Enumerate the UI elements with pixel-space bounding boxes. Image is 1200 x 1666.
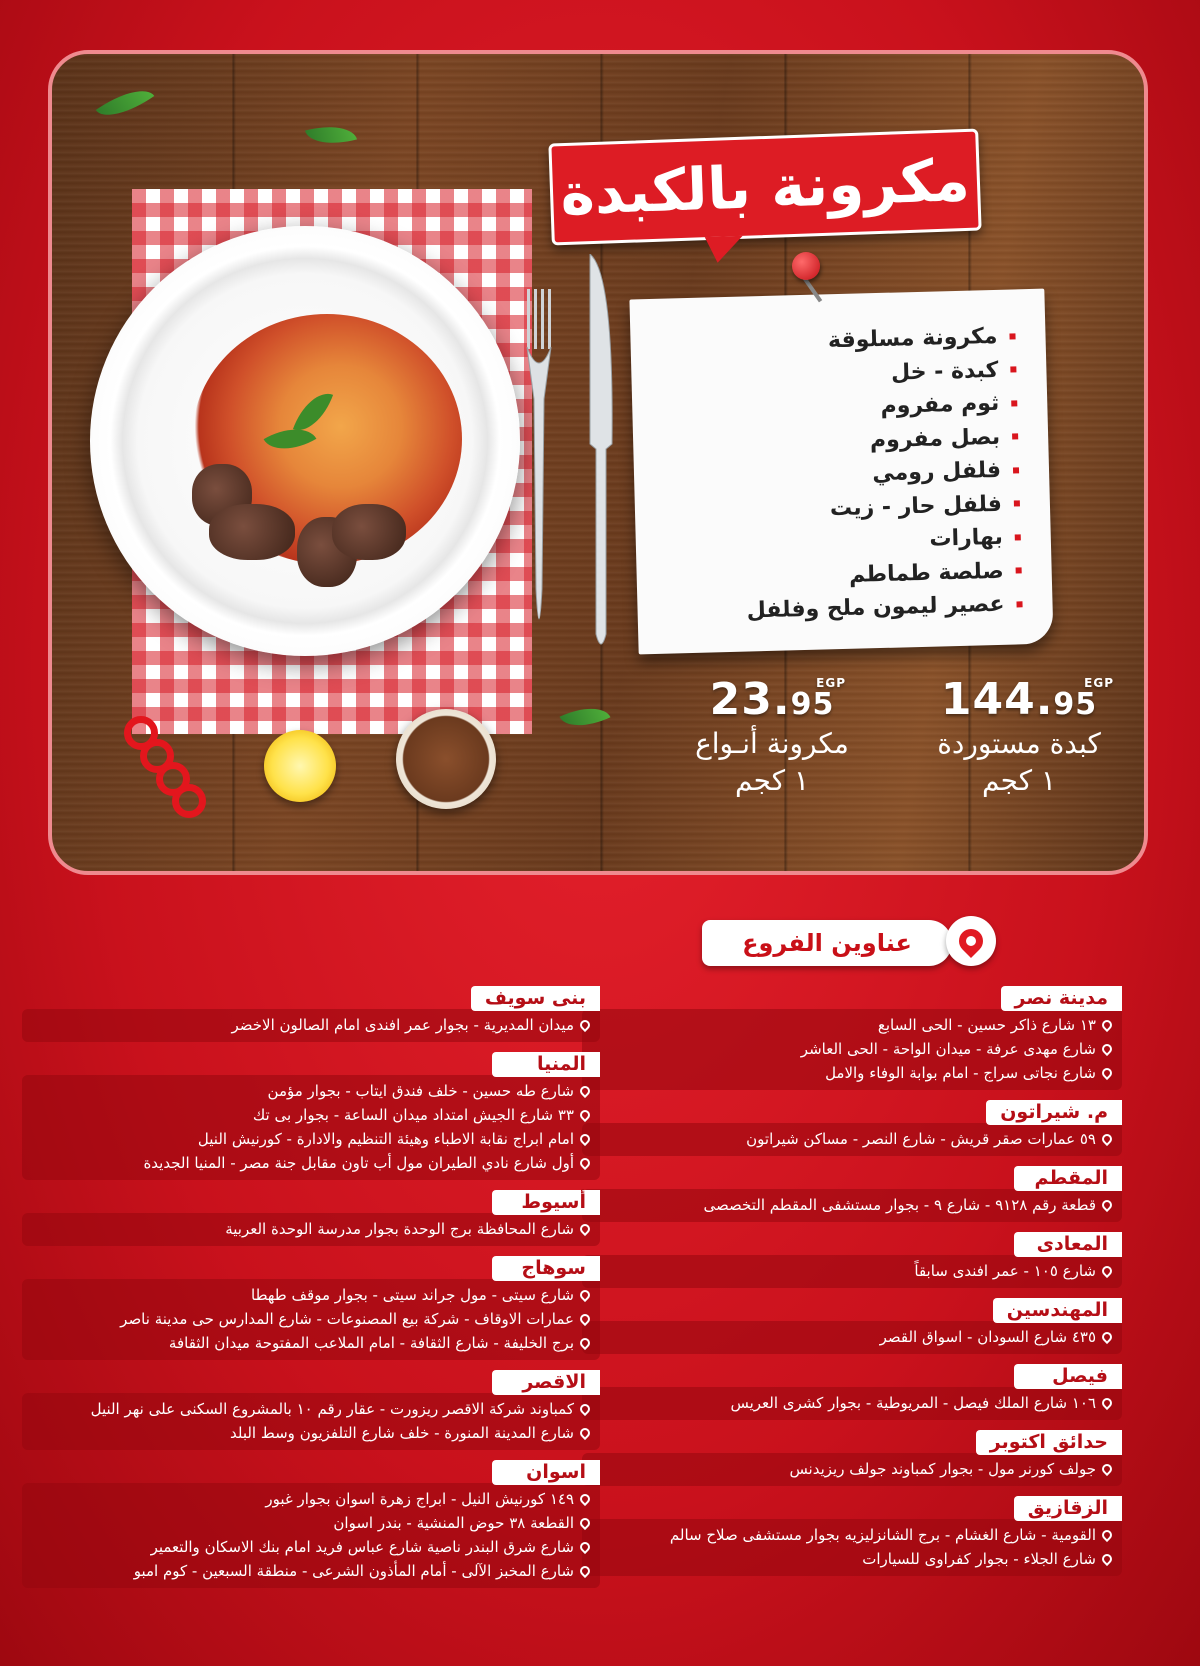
branch-group — [582, 1430, 1122, 1486]
location-icon — [1100, 1462, 1114, 1476]
knife-icon — [584, 254, 618, 652]
branch-address: شارع سيتى - مول جراند سيتى - بجوار موقف طهطا — [40, 1283, 590, 1307]
basil-leaf-decoration — [305, 118, 357, 152]
price-value: 23.95 EGP — [709, 674, 846, 725]
bullet-icon — [1016, 568, 1022, 574]
ingredient-item: فلفل حار - زيت — [744, 487, 1021, 528]
branch-group — [22, 1190, 600, 1246]
location-icon — [1100, 1066, 1114, 1080]
branch-address: ٥٩ عمارات صقر قريش - شارع النصر - مساكن شيراتون — [600, 1127, 1112, 1151]
location-icon — [1100, 1330, 1114, 1344]
branch-group — [582, 1496, 1122, 1576]
branch-address: شارع الجلاء - بجوار كفراوى للسيارات — [600, 1547, 1112, 1571]
branch-address: أول شارع نادي الطيران مول أب تاون مقابل جنة مصر - المنيا الجديدة — [40, 1151, 590, 1175]
bullet-icon — [1012, 434, 1018, 440]
ingredient-item: صلصة طماطم — [745, 554, 1022, 595]
location-icon — [578, 1108, 592, 1122]
liver-piece — [332, 504, 406, 560]
branch-city: م. شيراتون — [986, 1100, 1122, 1125]
branch-group — [22, 1256, 600, 1360]
branch-group — [582, 986, 1122, 1090]
location-icon — [578, 1312, 592, 1326]
branches-header — [702, 912, 992, 976]
branch-address: ميدان المديرية - بجوار عمر افندى امام الصالون الاخضر — [40, 1013, 590, 1037]
bullet-icon — [1016, 601, 1022, 607]
branch-address: ٣٣ شارع الجيش امتداد ميدان الساعة - بجوار بى تك — [40, 1103, 590, 1127]
branches-title: عناوين الفروع — [702, 920, 952, 966]
branch-address: شارع نجاتى سراج - امام بوابة الوفاء والامل — [600, 1061, 1112, 1085]
branch-city: اسوان — [492, 1460, 600, 1485]
ingredient-item: عصير ليمون ملح وفلفل — [746, 587, 1023, 628]
branch-city: المقطم — [1014, 1166, 1122, 1191]
location-icon — [1100, 1264, 1114, 1278]
fork-icon — [526, 289, 552, 649]
red-pepper-ring — [172, 784, 206, 818]
branch-address: شارع شرق البندر ناصية شارع عباس فريد امام بنك الاسكان والتعمير — [40, 1535, 590, 1559]
branch-address: شارع المحافظة برج الوحدة بجوار مدرسة الوحدة العربية — [40, 1217, 590, 1241]
location-icon — [578, 1402, 592, 1416]
branch-group — [22, 1370, 600, 1450]
branch-address: شارع مهدى عرفة - ميدان الواحة - الحى العاشر — [600, 1037, 1112, 1061]
branch-city: الزقازيق — [1014, 1496, 1122, 1521]
bullet-icon — [1013, 467, 1019, 473]
branch-city: المنيا — [492, 1052, 600, 1077]
branch-address: شارع طه حسين - خلف فندق ايتاب - بجوار مؤمن — [40, 1079, 590, 1103]
location-icon — [578, 1132, 592, 1146]
currency-label: EGP — [816, 676, 846, 690]
spice-bowl — [396, 709, 496, 809]
location-icon — [578, 1156, 592, 1170]
branch-address: قطعة رقم ٩١٢٨ - شارع ٩ - بجوار مستشفى المقطم التخصصى — [600, 1193, 1112, 1217]
ingredients-list — [739, 319, 1023, 628]
liver-piece — [209, 504, 295, 560]
branch-group — [22, 1460, 600, 1588]
branch-group — [582, 1232, 1122, 1288]
branch-address: ٤٣٥ شارع السودان - اسواق القصر — [600, 1325, 1112, 1349]
location-icon — [1100, 1132, 1114, 1146]
product-unit: ١ كجم — [982, 764, 1056, 797]
ingredient-item: مكرونة مسلوقة — [739, 319, 1016, 360]
ingredient-item: كبدة - خل — [740, 353, 1017, 394]
location-icon — [1100, 1528, 1114, 1542]
ingredient-item: فلفل رومي — [743, 453, 1020, 494]
location-icon — [578, 1564, 592, 1578]
location-icon — [578, 1084, 592, 1098]
product-name: كبدة مستوردة — [937, 727, 1101, 760]
lemon-slice — [264, 730, 336, 802]
product-photo-panel — [48, 50, 1148, 875]
location-icon — [1100, 1552, 1114, 1566]
branch-address: القومية - شارع الغشام - برج الشانزليزيه بجوار مستشفى صلاح سالم — [600, 1523, 1112, 1547]
branch-address: شارع ١٠٥ - عمر افندى سابقاً — [600, 1259, 1112, 1283]
branch-city: فيصل — [1014, 1364, 1122, 1389]
basil-leaf-decoration — [96, 78, 154, 128]
branch-address: ١٠٦ شارع الملك فيصل - المريوطية - بجوار كشرى العريس — [600, 1391, 1112, 1415]
branches-left-column — [22, 986, 600, 1598]
branch-city: المهندسين — [993, 1298, 1122, 1323]
branch-city: أسيوط — [492, 1190, 600, 1215]
location-icon — [1100, 1198, 1114, 1212]
branches-right-column — [582, 986, 1122, 1586]
product-unit: ١ كجم — [735, 764, 809, 797]
location-icon — [578, 1336, 592, 1350]
location-icon — [578, 1516, 592, 1530]
ingredient-item: بصل مفروم — [742, 420, 1019, 461]
basil-leaf-decoration — [560, 697, 611, 736]
ingredient-item: ثوم مفروم — [741, 386, 1018, 427]
product-name: مكرونة أنـواع — [695, 727, 849, 760]
bullet-icon — [1014, 501, 1020, 507]
location-icon — [1100, 1042, 1114, 1056]
branch-city: بنى سويف — [471, 986, 600, 1011]
branch-address: ١٤٩ كورنيش النيل - ابراج زهرة اسوان بجوار غبور — [40, 1487, 590, 1511]
currency-label: EGP — [1084, 676, 1114, 690]
bullet-icon — [1010, 367, 1016, 373]
branch-group — [582, 1364, 1122, 1420]
location-icon — [578, 1018, 592, 1032]
dish-title: مكرونة بالكبدة — [559, 145, 971, 229]
branch-city: المعادى — [1014, 1232, 1122, 1257]
branch-address: شارع المخبز الآلى - أمام المأذون الشرعى - منطقة السبعين - كوم امبو — [40, 1559, 590, 1583]
push-pin-icon — [792, 252, 820, 280]
location-icon — [1100, 1018, 1114, 1032]
branch-city: حدائق اكتوبر — [976, 1430, 1122, 1455]
branch-group — [22, 986, 600, 1042]
location-icon — [578, 1540, 592, 1554]
price-value: 144.95 EGP — [940, 674, 1114, 725]
location-icon — [578, 1492, 592, 1506]
location-icon — [1100, 1396, 1114, 1410]
branch-address: كمباوند شركة الاقصر ريزورت - عقار رقم ١٠ بالمشروع السكنى على نهر النيل — [40, 1397, 590, 1421]
branch-address: جولف كورنر مول - بجوار كمباوند جولف ريزيدنس — [600, 1457, 1112, 1481]
branch-group — [22, 1052, 600, 1180]
location-icon — [578, 1426, 592, 1440]
branch-group — [582, 1166, 1122, 1222]
dish-title-banner — [548, 129, 981, 246]
branch-address: ١٣ شارع ذاكر حسين - الحى السابع — [600, 1013, 1112, 1037]
branch-group — [582, 1298, 1122, 1354]
price-liver — [914, 674, 1124, 797]
branch-address: امام ابراج نقابة الاطباء وهيئة التنظيم والادارة - كورنيش النيل — [40, 1127, 590, 1151]
branch-address: القطعة ٣٨ حوض المنشية - بندر اسوان — [40, 1511, 590, 1535]
bullet-icon — [1015, 534, 1021, 540]
price-pasta — [672, 674, 872, 797]
branch-city: الاقصر — [492, 1370, 600, 1395]
branch-address: شارع المدينة المنورة - خلف شارع التلفزيون وسط البلد — [40, 1421, 590, 1445]
ingredients-note — [629, 289, 1053, 655]
branch-address: عمارات الاوقاف - شركة بيع المصنوعات - شارع المدارس حى مدينة ناصر — [40, 1307, 590, 1331]
branch-city: مدينة نصر — [1001, 986, 1122, 1011]
branch-group — [582, 1100, 1122, 1156]
branch-address: برج الخليفة - شارع الثقافة - امام الملاعب المفتوحة ميدان الثقافة — [40, 1331, 590, 1355]
location-icon — [578, 1288, 592, 1302]
bullet-icon — [1009, 333, 1015, 339]
bullet-icon — [1011, 400, 1017, 406]
location-icon — [578, 1222, 592, 1236]
ingredient-item: بهارات — [745, 520, 1022, 561]
branch-city: سوهاج — [492, 1256, 600, 1281]
location-pin-icon — [946, 916, 996, 966]
